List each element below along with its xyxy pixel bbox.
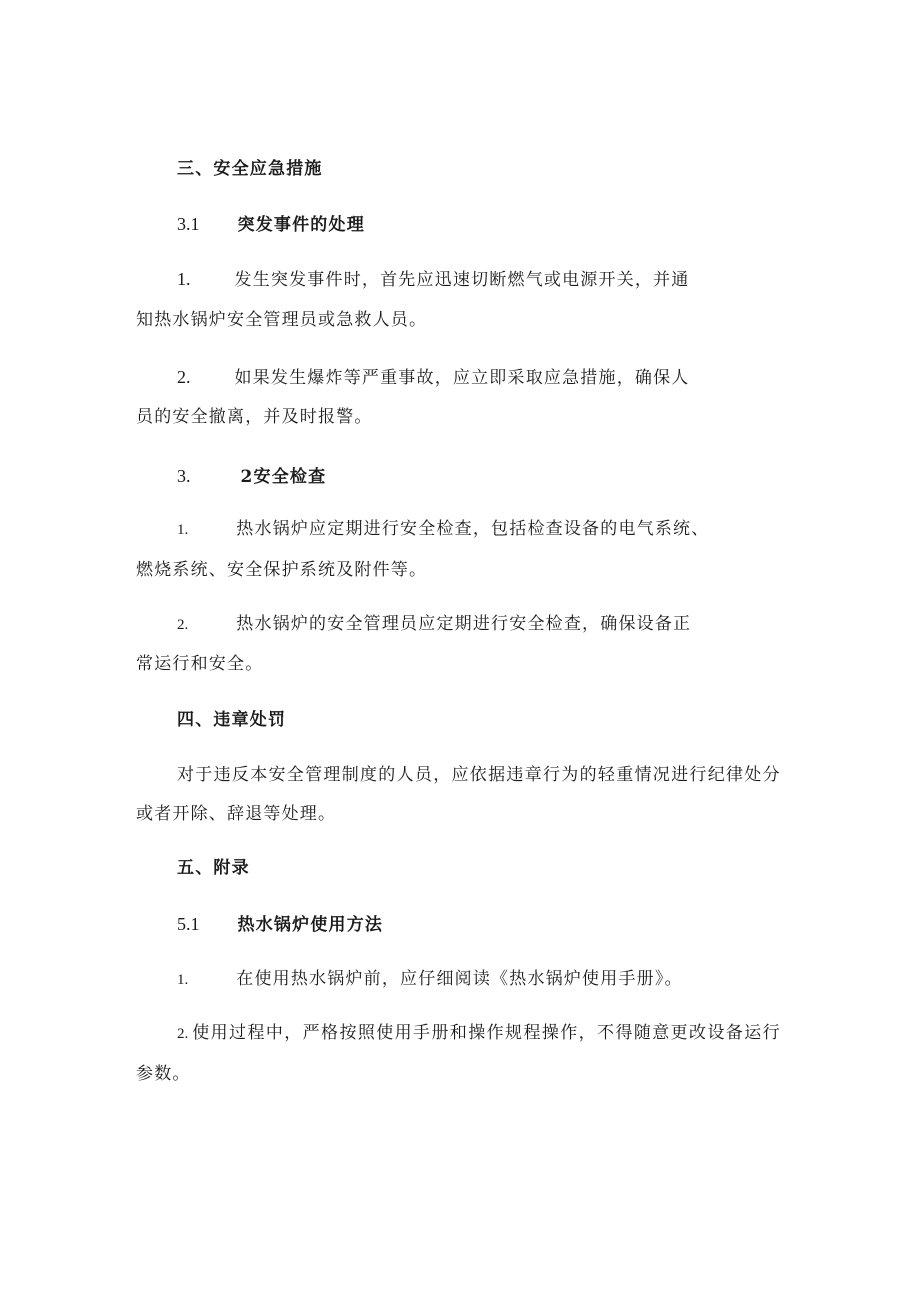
list-item-continuation: 常运行和安全。 bbox=[136, 654, 264, 674]
list-item bbox=[177, 518, 709, 541]
section-heading: 五、附录 bbox=[177, 858, 250, 878]
paragraph-line: 或者开除、辞退等处理。 bbox=[136, 804, 337, 824]
subsection-title-text: 2安全检查 bbox=[240, 467, 327, 487]
subsection-title bbox=[177, 913, 383, 936]
item-number: 2. bbox=[177, 617, 189, 633]
subsection-number: 3.1 bbox=[177, 214, 200, 234]
section-heading: 三、安全应急措施 bbox=[177, 159, 323, 179]
item-text: 在使用热水锅炉前，应仔细阅读《热水锅炉使用手册》。 bbox=[236, 969, 683, 989]
item-number: 1. bbox=[177, 522, 189, 538]
subsection-title-text: 热水锅炉使用方法 bbox=[237, 915, 384, 935]
item-number: 1. bbox=[177, 972, 189, 988]
list-item bbox=[177, 366, 690, 389]
subsection-title bbox=[177, 465, 326, 488]
subsection-title bbox=[177, 213, 365, 236]
list-item-continuation: 参数。 bbox=[136, 1064, 191, 1084]
subsection-title-text: 突发事件的处理 bbox=[237, 215, 365, 235]
list-item bbox=[177, 968, 683, 991]
item-text: 如果发生爆炸等严重事故，应立即采取应急措施，确保人 bbox=[234, 368, 690, 388]
item-number: 2. bbox=[177, 1026, 189, 1042]
item-number: 1. bbox=[177, 269, 191, 289]
list-item bbox=[177, 1022, 781, 1045]
item-text: 热水锅炉的安全管理员应定期进行安全检查，确保设备正 bbox=[236, 614, 692, 634]
paragraph-line: 对于违反本安全管理制度的人员，应依据违章行为的轻重情况进行纪律处分 bbox=[177, 765, 781, 785]
subsection-number: 3. bbox=[177, 466, 191, 486]
subsection-number: 5.1 bbox=[177, 914, 200, 934]
item-text: 热水锅炉应定期进行安全检查，包括检查设备的电气系统、 bbox=[236, 519, 710, 539]
list-item-continuation: 燃烧系统、安全保护系统及附件等。 bbox=[136, 560, 428, 580]
item-text: 使用过程中，严格按照使用手册和操作规程操作，不得随意更改设备运行 bbox=[192, 1023, 782, 1043]
item-number: 2. bbox=[177, 367, 191, 387]
list-item bbox=[177, 613, 691, 636]
list-item-continuation: 知热水锅炉安全管理员或急救人员。 bbox=[136, 310, 428, 330]
list-item bbox=[177, 268, 690, 291]
section-heading: 四、违章处罚 bbox=[177, 710, 287, 730]
item-text: 发生突发事件时，首先应迅速切断燃气或电源开关，并通 bbox=[234, 270, 690, 290]
list-item-continuation: 员的安全撤离，并及时报警。 bbox=[136, 407, 373, 427]
